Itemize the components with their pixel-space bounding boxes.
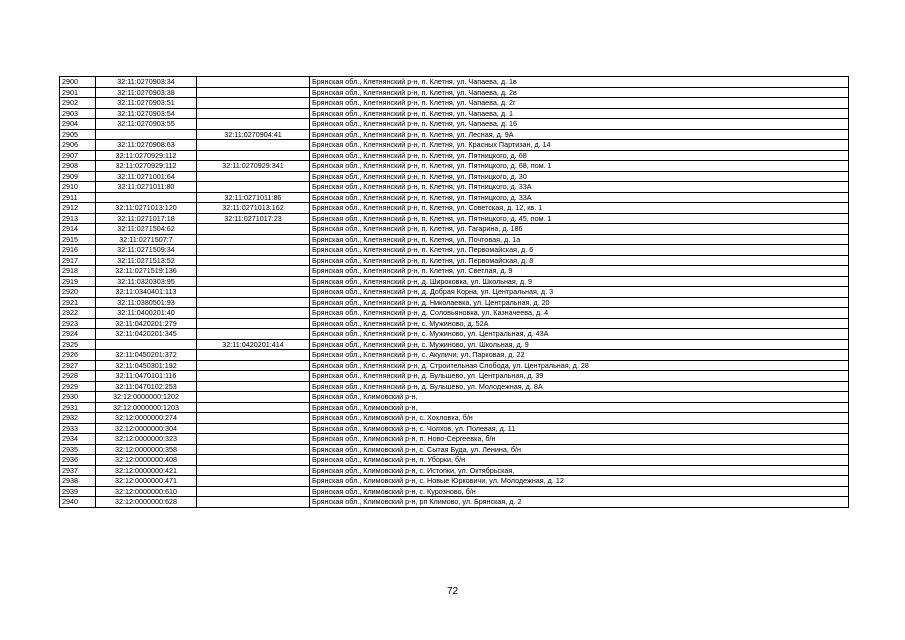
cadastral-number-secondary: [197, 287, 310, 298]
address-cell: Брянская обл., Клетнянский р-н, п. Клетня, ул. Чапаева, д. 16: [310, 119, 849, 130]
row-number: 2931: [60, 402, 96, 413]
table-row: [60, 308, 849, 319]
cadastral-number: 32:11:0270903:55: [96, 119, 197, 130]
address-cell: Брянская обл., Климовский р-н, с. Новые Юрковичи, ул. Молодежная, д. 12: [310, 476, 849, 487]
cadastral-number-secondary: [197, 266, 310, 277]
row-number: 2925: [60, 339, 96, 350]
table-row: [60, 266, 849, 277]
cadastral-number: 32:11:0271504:62: [96, 224, 197, 235]
cadastral-number-secondary: [197, 171, 310, 182]
row-number: 2937: [60, 465, 96, 476]
cadastral-number: 32:11:0270903:34: [96, 77, 197, 88]
row-number: 2908: [60, 161, 96, 172]
row-number: 2926: [60, 350, 96, 361]
cadastral-number: 32:11:0320303:95: [96, 276, 197, 287]
table-row: [60, 392, 849, 403]
row-number: 2910: [60, 182, 96, 193]
cadastral-number-secondary: [197, 119, 310, 130]
table-row: [60, 434, 849, 445]
cadastral-number: 32:11:0271509:34: [96, 245, 197, 256]
table-row: [60, 381, 849, 392]
table-row: [60, 287, 849, 298]
address-cell: Брянская обл., Клетнянский р-н, п. Клетня, ул. Чапаева, д. 2г: [310, 98, 849, 109]
cadastral-number: 32:11:0270903:51: [96, 98, 197, 109]
registry-table-body: [60, 77, 849, 508]
cadastral-number-secondary: [197, 224, 310, 235]
cadastral-number: 32:11:0450301:192: [96, 360, 197, 371]
cadastral-number-secondary: [197, 392, 310, 403]
table-row: [60, 140, 849, 151]
cadastral-number: [96, 129, 197, 140]
row-number: 2924: [60, 329, 96, 340]
table-row: [60, 455, 849, 466]
table-row: [60, 371, 849, 382]
table-row: [60, 497, 849, 508]
table-row: [60, 171, 849, 182]
table-row: [60, 161, 849, 172]
cadastral-number: 32:12:0000000:408: [96, 455, 197, 466]
address-cell: Брянская обл., Клетнянский р-н, д. Соловьяновка, ул. Казначеева, д. 4: [310, 308, 849, 319]
cadastral-number-secondary: [197, 476, 310, 487]
table-row: [60, 339, 849, 350]
address-cell: Брянская обл., Климовский р-н,: [310, 402, 849, 413]
table-row: [60, 360, 849, 371]
cadastral-number: 32:11:0470101:116: [96, 371, 197, 382]
cadastral-number-secondary: [197, 98, 310, 109]
row-number: 2939: [60, 486, 96, 497]
row-number: 2919: [60, 276, 96, 287]
address-cell: Брянская обл., Клетнянский р-н, п. Клетня, ул. Светлая, д. 9: [310, 266, 849, 277]
cadastral-number-secondary: [197, 140, 310, 151]
cadastral-number-secondary: [197, 360, 310, 371]
address-cell: Брянская обл., Климовский р-н, п. Уборки, б/н: [310, 455, 849, 466]
cadastral-number: 32:12:0000000:421: [96, 465, 197, 476]
row-number: 2935: [60, 444, 96, 455]
address-cell: Брянская обл., Клетнянский р-н, с. Мужиново, ул. Центральная, д. 43А: [310, 329, 849, 340]
address-cell: Брянская обл., Клетнянский р-н, п. Клетня, ул. Пятницкого, д. 68: [310, 150, 849, 161]
cadastral-number-secondary: 32:11:0271013:162: [197, 203, 310, 214]
table-row: [60, 350, 849, 361]
cadastral-number-secondary: [197, 444, 310, 455]
address-cell: Брянская обл., Клетнянский р-н, п. Клетня, ул. Пятницкого, д. 30: [310, 171, 849, 182]
table-row: [60, 486, 849, 497]
address-cell: Брянская обл., Клетнянский р-н, с. Акуличи, ул. Парковая, д. 22: [310, 350, 849, 361]
row-number: 2911: [60, 192, 96, 203]
cadastral-number-secondary: [197, 402, 310, 413]
address-cell: Брянская обл., Климовский р-н, с. Истопки, ул. Октябрьская,: [310, 465, 849, 476]
table-row: [60, 413, 849, 424]
table-row: [60, 119, 849, 130]
cadastral-number-secondary: [197, 381, 310, 392]
table-row: [60, 234, 849, 245]
row-number: 2907: [60, 150, 96, 161]
row-number: 2917: [60, 255, 96, 266]
cadastral-number: 32:12:0000000:471: [96, 476, 197, 487]
cadastral-number: 32:11:0450201:372: [96, 350, 197, 361]
cadastral-number-secondary: [197, 465, 310, 476]
row-number: 2914: [60, 224, 96, 235]
cadastral-number: 32:11:0380501:93: [96, 297, 197, 308]
cadastral-number-secondary: 32:11:0271017:23: [197, 213, 310, 224]
table-row: [60, 150, 849, 161]
address-cell: Брянская обл., Клетнянский р-н, п. Клетня, ул. Пятницкого, д. 33А: [310, 182, 849, 193]
address-cell: Брянская обл., Климовский р-н, с. Курозново, б/н: [310, 486, 849, 497]
row-number: 2916: [60, 245, 96, 256]
cadastral-number: 32:12:0000000:1203: [96, 402, 197, 413]
cadastral-number-secondary: [197, 308, 310, 319]
cadastral-number: 32:12:0000000:628: [96, 497, 197, 508]
cadastral-number: 32:11:0270903:54: [96, 108, 197, 119]
table-row: [60, 203, 849, 214]
table-row: [60, 108, 849, 119]
table-row: [60, 245, 849, 256]
address-cell: Брянская обл., Клетнянский р-н, п. Клетня, ул. Советская, д. 12, кв. 1: [310, 203, 849, 214]
row-number: 2901: [60, 87, 96, 98]
table-row: [60, 77, 849, 88]
address-cell: Брянская обл., Клетнянский р-н, п. Клетня, ул. Первомайская, д. 8: [310, 255, 849, 266]
address-cell: Брянская обл., Клетнянский р-н, д. Строительная Слобода, ул. Центральная, д. 28: [310, 360, 849, 371]
table-row: [60, 276, 849, 287]
cadastral-number-secondary: [197, 455, 310, 466]
cadastral-number: 32:11:0271017:18: [96, 213, 197, 224]
cadastral-number: 32:11:0270903:38: [96, 87, 197, 98]
registry-table: [59, 76, 849, 508]
address-cell: Брянская обл., Клетнянский р-н, п. Клетня, ул. Почтовая, д. 1а: [310, 234, 849, 245]
cadastral-number-secondary: [197, 245, 310, 256]
row-number: 2909: [60, 171, 96, 182]
table-row: [60, 297, 849, 308]
page-number: 72: [446, 586, 459, 597]
cadastral-number-secondary: [197, 350, 310, 361]
table-row: [60, 402, 849, 413]
row-number: 2934: [60, 434, 96, 445]
cadastral-number-secondary: [197, 255, 310, 266]
address-cell: Брянская обл., Клетнянский р-н, п. Клетня, ул. Пятницкого, д. 68, пом. 1: [310, 161, 849, 172]
cadastral-number: 32:11:0420201:279: [96, 318, 197, 329]
address-cell: Брянская обл., Клетнянский р-н, п. Клетня, ул. Первомайская, д. 6: [310, 245, 849, 256]
cadastral-number: 32:11:0270929:112: [96, 161, 197, 172]
address-cell: Брянская обл., Клетнянский р-н, с. Мужиново, ул. Школьная, д. 9: [310, 339, 849, 350]
row-number: 2918: [60, 266, 96, 277]
table-row: [60, 98, 849, 109]
address-cell: Брянская обл., Клетнянский р-н, д. Бульшево, ул. Молодежная, д. 8А: [310, 381, 849, 392]
row-number: 2929: [60, 381, 96, 392]
row-number: 2912: [60, 203, 96, 214]
address-cell: Брянская обл., Клетнянский р-н, п. Клетня, ул. Лесная, д. 9А: [310, 129, 849, 140]
cadastral-number: 32:12:0000000:610: [96, 486, 197, 497]
cadastral-number-secondary: [197, 108, 310, 119]
address-cell: Брянская обл., Клетнянский р-н, д. Широковка, ул. Школьная, д. 9: [310, 276, 849, 287]
cadastral-number-secondary: [197, 182, 310, 193]
table-row: [60, 87, 849, 98]
address-cell: Брянская обл., Климовский р-н, с. Чолхов, ул. Полевая, д. 11: [310, 423, 849, 434]
address-cell: Брянская обл., Клетнянский р-н, д. Добрая Корна, ул. Центральная, д. 3: [310, 287, 849, 298]
row-number: 2915: [60, 234, 96, 245]
cadastral-number: 32:12:0000000:323: [96, 434, 197, 445]
cadastral-number: 32:12:0000000:304: [96, 423, 197, 434]
table-row: [60, 255, 849, 266]
address-cell: Брянская обл., Клетнянский р-н, п. Клетня, ул. Чапаева, д. 1: [310, 108, 849, 119]
cadastral-number-secondary: [197, 77, 310, 88]
address-cell: Брянская обл., Климовский р-н, п. Ново-Сергеевка, б/н: [310, 434, 849, 445]
address-cell: Брянская обл., Клетнянский р-н, п. Клетня, ул. Гагарина, д. 186: [310, 224, 849, 235]
cadastral-number-secondary: 32:11:0271011:86: [197, 192, 310, 203]
cadastral-number: [96, 339, 197, 350]
row-number: 2903: [60, 108, 96, 119]
row-number: 2927: [60, 360, 96, 371]
table-row: [60, 213, 849, 224]
table-row: [60, 329, 849, 340]
cadastral-number-secondary: [197, 423, 310, 434]
row-number: 2920: [60, 287, 96, 298]
address-cell: Брянская обл., Климовский р-н,: [310, 392, 849, 403]
table-row: [60, 192, 849, 203]
row-number: 2938: [60, 476, 96, 487]
row-number: 2906: [60, 140, 96, 151]
cadastral-number: 32:11:0270929:112: [96, 150, 197, 161]
cadastral-number: 32:11:0271011:80: [96, 182, 197, 193]
row-number: 2936: [60, 455, 96, 466]
cadastral-number: 32:11:0271013:120: [96, 203, 197, 214]
row-number: 2905: [60, 129, 96, 140]
address-cell: Брянская обл., Климовский р-н, с. Хохловка, б/н: [310, 413, 849, 424]
address-cell: Брянская обл., Клетнянский р-н, п. Клетня, ул. Чапаева, д. 1в: [310, 77, 849, 88]
cadastral-number: 32:11:0270908:63: [96, 140, 197, 151]
address-cell: Брянская обл., Клетнянский р-н, с. Мужиново, д. 52А: [310, 318, 849, 329]
cadastral-number-secondary: [197, 486, 310, 497]
address-cell: Брянская обл., Клетнянский р-н, д. Николаевка, ул. Центральная, д. 20: [310, 297, 849, 308]
cadastral-number-secondary: [197, 150, 310, 161]
row-number: 2922: [60, 308, 96, 319]
address-cell: Брянская обл., Клетнянский р-н, п. Клетня, ул. Пятницкого, д. 45, пом. 1: [310, 213, 849, 224]
cadastral-number-secondary: 32:11:0270929:341: [197, 161, 310, 172]
cadastral-number: [96, 192, 197, 203]
row-number: 2928: [60, 371, 96, 382]
row-number: 2930: [60, 392, 96, 403]
row-number: 2923: [60, 318, 96, 329]
cadastral-number-secondary: [197, 329, 310, 340]
cadastral-number: 32:11:0271001:64: [96, 171, 197, 182]
cadastral-number: 32:11:0470102:253: [96, 381, 197, 392]
table-row: [60, 224, 849, 235]
row-number: 2932: [60, 413, 96, 424]
table-row: [60, 129, 849, 140]
address-cell: Брянская обл., Клетнянский р-н, п. Клетня, ул. Красных Партизан, д. 14: [310, 140, 849, 151]
table-row: [60, 423, 849, 434]
cadastral-number-secondary: [197, 434, 310, 445]
cadastral-number-secondary: [197, 371, 310, 382]
table-row: [60, 476, 849, 487]
row-number: 2913: [60, 213, 96, 224]
cadastral-number: 32:11:0271519:136: [96, 266, 197, 277]
table-row: [60, 444, 849, 455]
cadastral-number: 32:12:0000000:274: [96, 413, 197, 424]
cadastral-number-secondary: 32:11:0270904:41: [197, 129, 310, 140]
cadastral-number-secondary: [197, 318, 310, 329]
cadastral-number-secondary: [197, 276, 310, 287]
cadastral-number-secondary: [197, 413, 310, 424]
address-cell: Брянская обл., Клетнянский р-н, п. Клетня, ул. Чапаева, д. 2в: [310, 87, 849, 98]
row-number: 2902: [60, 98, 96, 109]
address-cell: Брянская обл., Клетнянский р-н, д. Бульшево, ул. Центральная, д. 39: [310, 371, 849, 382]
cadastral-number: 32:11:0420201:345: [96, 329, 197, 340]
cadastral-number: 32:11:0400201:40: [96, 308, 197, 319]
cadastral-number-secondary: [197, 234, 310, 245]
row-number: 2921: [60, 297, 96, 308]
cadastral-number-secondary: [197, 497, 310, 508]
table-row: [60, 465, 849, 476]
cadastral-number: 32:12:0000000:1202: [96, 392, 197, 403]
row-number: 2933: [60, 423, 96, 434]
row-number: 2900: [60, 77, 96, 88]
cadastral-number-secondary: [197, 297, 310, 308]
address-cell: Брянская обл., Климовский р-н, с. Сытая Буда, ул. Ленина, б/н: [310, 444, 849, 455]
cadastral-number-secondary: [197, 87, 310, 98]
address-cell: Брянская обл., Климовский р-н, рп Климово, ул. Брянская, д. 2: [310, 497, 849, 508]
table-row: [60, 318, 849, 329]
cadastral-number: 32:11:0271507:7: [96, 234, 197, 245]
address-cell: Брянская обл., Клетнянский р-н, п. Клетня, ул. Пятницкого, д. 33А: [310, 192, 849, 203]
cadastral-number: 32:12:0000000:358: [96, 444, 197, 455]
cadastral-number-secondary: 32:11:0420201:414: [197, 339, 310, 350]
table-row: [60, 182, 849, 193]
cadastral-number: 32:11:0271513:52: [96, 255, 197, 266]
row-number: 2904: [60, 119, 96, 130]
cadastral-number: 32:11:0340401:113: [96, 287, 197, 298]
row-number: 2940: [60, 497, 96, 508]
